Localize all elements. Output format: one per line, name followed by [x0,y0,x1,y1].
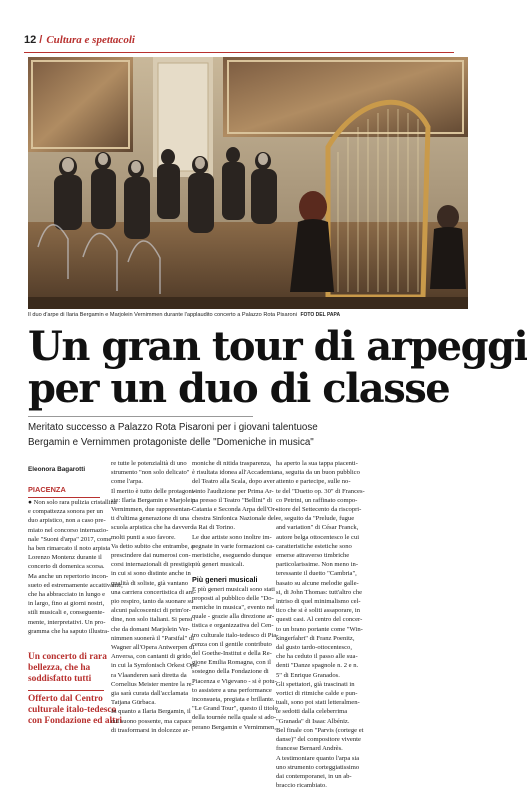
text-line: perano Bergamin e Vernimmen, [192,723,276,731]
text-line: del Teatro alla Scala, dopo aver [192,478,275,486]
text-line: che ha abbracciato in lungo e [28,591,106,599]
dateline: PIACENZA [28,485,66,494]
text-line: Gli spettatori, già trascinati in [276,680,355,688]
text-line: Vernimmen, due rappresentan- [111,506,193,514]
article-column-3 [192,459,279,732]
text-line: strumento "non solo delicato" [111,469,190,477]
text-line: di trasformarsi in dolcezze ar- [111,726,190,734]
headline-line-1: Un gran tour di arpeggi [28,323,527,370]
text-line: autore belga ottocentesco le cui [276,533,360,541]
text-line: to un brano portante come "Win- [276,625,363,633]
text-line: meristiche, eseguendo dunque [192,552,272,560]
text-line: una carriera concertistica di am- [111,588,196,596]
text-line: emerse attraverso timbriche [276,552,350,560]
article-column-4 [276,459,365,790]
text-line: Va detto subito che entrambe, a [111,542,194,550]
text-line: la Rai di Torino. [192,524,236,532]
section-subheading: Più generi musicali [192,575,258,585]
text-line: Lorenzo Montenz durante il [28,554,102,562]
text-line: prescindere dai numerosi con- [111,552,191,560]
text-line: miato nel concorso internazio- [28,526,109,534]
text-line: con Fondazione ed altri [28,716,123,726]
text-line: in largo, fino ai giorni nostri, [28,600,105,608]
text-line: gramma che ha saputo illustra- [28,627,110,635]
subhead-rule [28,416,253,417]
text-line: ha aperto la sua tappa piacenti- [276,460,358,467]
text-line: tico che si è soliti assaporare, in [276,607,361,615]
column-3-text-a [192,459,278,569]
text-line: ste: Ilaria Bergamin e Marjolein [111,496,196,504]
subhead-line-2: Bergamin e Vernimmen protagoniste delle "Domeniche in musica" [28,437,314,448]
concert-photo [28,57,468,309]
header-rule [24,52,454,53]
text-line: tro culturale italo-tedesco di Pia- [192,631,279,639]
text-line: mente, interpretativi. Un pro- [28,618,106,626]
caption-text: Il duo d'arpe di Ilaria Bergamin e Marjolein Vernimmen durante l'applaudito concerto a Palazzo Rota Pisaroni [28,312,297,318]
text-line: pio respiro, tanto da suonare su [111,598,194,606]
text-line: in cui la Symfonisch Orkest Ope- [111,662,200,670]
text-line: danse)" del compositore vivente [276,736,361,744]
author-byline: Eleonora Bagarotti [28,466,86,473]
text-line: vinto l'audizione per Prima Ar- [192,487,274,495]
text-line: cenza con il gentile contributo [192,640,272,648]
text-line: and variation" di César Franck, [276,524,359,532]
header-separator: / [39,34,43,46]
text-line: culturale italo-tedesco [28,705,117,715]
text-line: Anversa, con cantanti di grido, [111,653,193,661]
pull-quote-1 [28,652,107,685]
text-line: "Le Grand Tour", questo il titolo [192,705,278,713]
text-line: dai contemporanei, in un ab- [276,772,352,780]
text-line: moniche di nitida trasparenza, [192,460,272,467]
text-line: cui suono possente, ma capace [111,717,192,725]
text-line: kingerfahrt" di Franz Poenitz, [276,634,355,642]
subheadline [28,420,318,450]
text-line: re tutte le potenzialità di uno [111,460,187,467]
text-line: inconsueta, pregiata e brillante. [192,696,275,704]
text-line: pegnate in varie formazioni ca- [192,542,275,550]
section-name: Cultura e spettacoli [46,34,135,46]
text-line: dal gusto tardo-ottocentesco, [276,644,352,652]
text-line: to assistere a una performance [192,686,272,694]
text-line: in cui si sono distinte anche in [111,570,191,578]
text-line: ra Vlaanderen sarà diretta da [111,671,187,679]
text-line: chestra Sinfonica Nazionale del- [192,515,278,523]
article-column-2 [111,459,200,735]
text-line: A testimoniare quanto l'arpa sia [276,754,360,762]
text-line: scuola arpistica che ha davvero [111,524,194,532]
page-number: 12 [24,34,37,46]
headline-line-2: per un duo di classe [28,365,450,412]
text-line: Le due artiste sono inoltre im- [192,533,272,541]
text-line: ● Non solo rara pulizia cristallina [28,499,117,506]
text-line: In quanto a Ilaria Bergamin, il [111,708,191,716]
text-line: del Goethe-Institut e della Re- [192,650,272,658]
text-line: pa presso il Teatro "Bellini" di [192,496,273,504]
text-line: attento e partecipe, sulle no- [276,478,351,486]
text-line: vortici di ritmiche calde e pun- [276,690,358,698]
headline [28,323,527,412]
text-line: stili musicali e, conseguente- [28,609,105,617]
text-line: braccio ricambiato. [276,782,327,790]
text-line: Ma anche un repertorio incon- [28,572,109,580]
text-line: "Granada" di Isaac Albéniz. [276,717,350,725]
text-line: Wagner all'Opera Antwerpen di [111,644,195,652]
text-line: soddisfatto tutti [28,674,92,684]
text-line: co Petrini, un raffinato compo- [276,496,358,504]
text-line: sostegno della Fondazione di [192,668,269,676]
photo-caption [28,310,468,320]
text-line: intriso di quel minimalismo cel- [276,598,361,606]
text-line: come l'arpa. [111,478,143,486]
column-3-text-b [192,585,279,732]
text-line: E più generi musicali sono stati [192,585,275,593]
text-line: denti "Danze spagnole n. 2 e n. [276,662,359,670]
text-line: si, di John Thomas: tutt'altro che [276,588,363,596]
text-line: dine, non solo italiani. Si pensi [111,616,193,624]
text-line: uno strumento corteggiatissimo [276,763,360,771]
text-line: caratteristiche estetiche sono [276,542,352,550]
text-line: gione Emilia Romagna, con il [192,659,271,667]
text-line: Un concerto di rara [28,652,107,662]
text-line: è risultata idonea all'Accademia [192,469,277,477]
text-line: Tatjana Gürbaca. [111,699,156,707]
text-line: alcuni palcoscenici di prim'or- [111,607,191,615]
text-line: particolarissime. Non meno in- [276,561,359,569]
text-line: proposti al pubblico delle "Do- [192,594,274,602]
text-line: ha ben rimarcato il noto arpista [28,545,111,553]
text-line: bellezza, che ha [28,663,91,673]
text-line: nale "Suoni d'arpa" 2017, come [28,535,112,543]
text-line: corsi internazionali di prestigio [111,561,194,569]
text-line: basato su alcune melodie galle- [276,579,359,587]
text-line: te sedotti dalla celeberrima [276,708,348,716]
pull-quote-2 [28,694,123,727]
article-column-1 [28,498,123,636]
text-line: della tournée nella quale si ado- [192,714,277,722]
text-line: 5" di Enrique Granados. [276,671,340,679]
subhead-line-1: Meritato successo a Palazzo Rota Pisaroni per i giovani talentuose [28,422,318,433]
text-line: Il merito è tutto delle protagoni- [111,487,196,495]
text-line: quale - grazie alla direzione ar- [192,613,275,621]
text-line: tistica e organizzativa del Cen- [192,622,274,630]
pull-quote-separator [28,690,104,691]
text-line: sueto ed estremamente accattivante, [28,581,123,589]
text-line: duo arpistico, non a caso pre- [28,517,106,525]
text-line: Cornelius Meister mentre la re- [111,680,194,688]
text-line: e compattezza sonora per un [28,508,104,516]
text-line: Catania e Seconda Arpa dell'Or- [192,506,277,514]
text-line: ti d'ultima generazione di una [111,515,190,523]
text-line: più generi musicali. [192,561,245,569]
text-line: francese Bernard Andrès. [276,745,343,753]
text-line: te del "Duetto op. 30" di Frances- [276,487,365,495]
text-line: nimmen suonerà il "Parsifal" di [111,634,195,642]
text-line: re, seguito da "Prelude, fugue [276,515,355,523]
text-line: concerto di domenica scorsa. [28,563,105,571]
text-line: questi casi. Al centro del concer- [276,616,363,624]
text-line: gia sarà curata dall'acclamata [111,690,189,698]
text-line: tuali, sono poi stati letteralmen- [276,699,360,707]
text-line: Bel finale con "Parvis (cortege et [276,726,364,734]
text-line: teressante il duetto "Cambria", [276,570,357,578]
text-line: sitore del Settecento da riscopri- [276,506,362,514]
text-line: na, seguita da un buon pubblico [276,469,360,477]
photo-credit: FOTO DEL PAPA [300,312,341,318]
text-line: meniche in musica", evento nel [192,604,275,612]
page-header [24,34,454,50]
text-line: qualità di soliste, già vantano [111,579,189,587]
text-line: che ha ceduto il passo alle sua- [276,653,358,661]
text-line: che da domani Marjolein Ver- [111,625,190,633]
text-line: Offerto dal Centro [28,694,103,704]
text-line: molti punti a suo favore. [111,533,176,541]
text-line: Piacenza e Vigevano - si è potu- [192,677,277,685]
